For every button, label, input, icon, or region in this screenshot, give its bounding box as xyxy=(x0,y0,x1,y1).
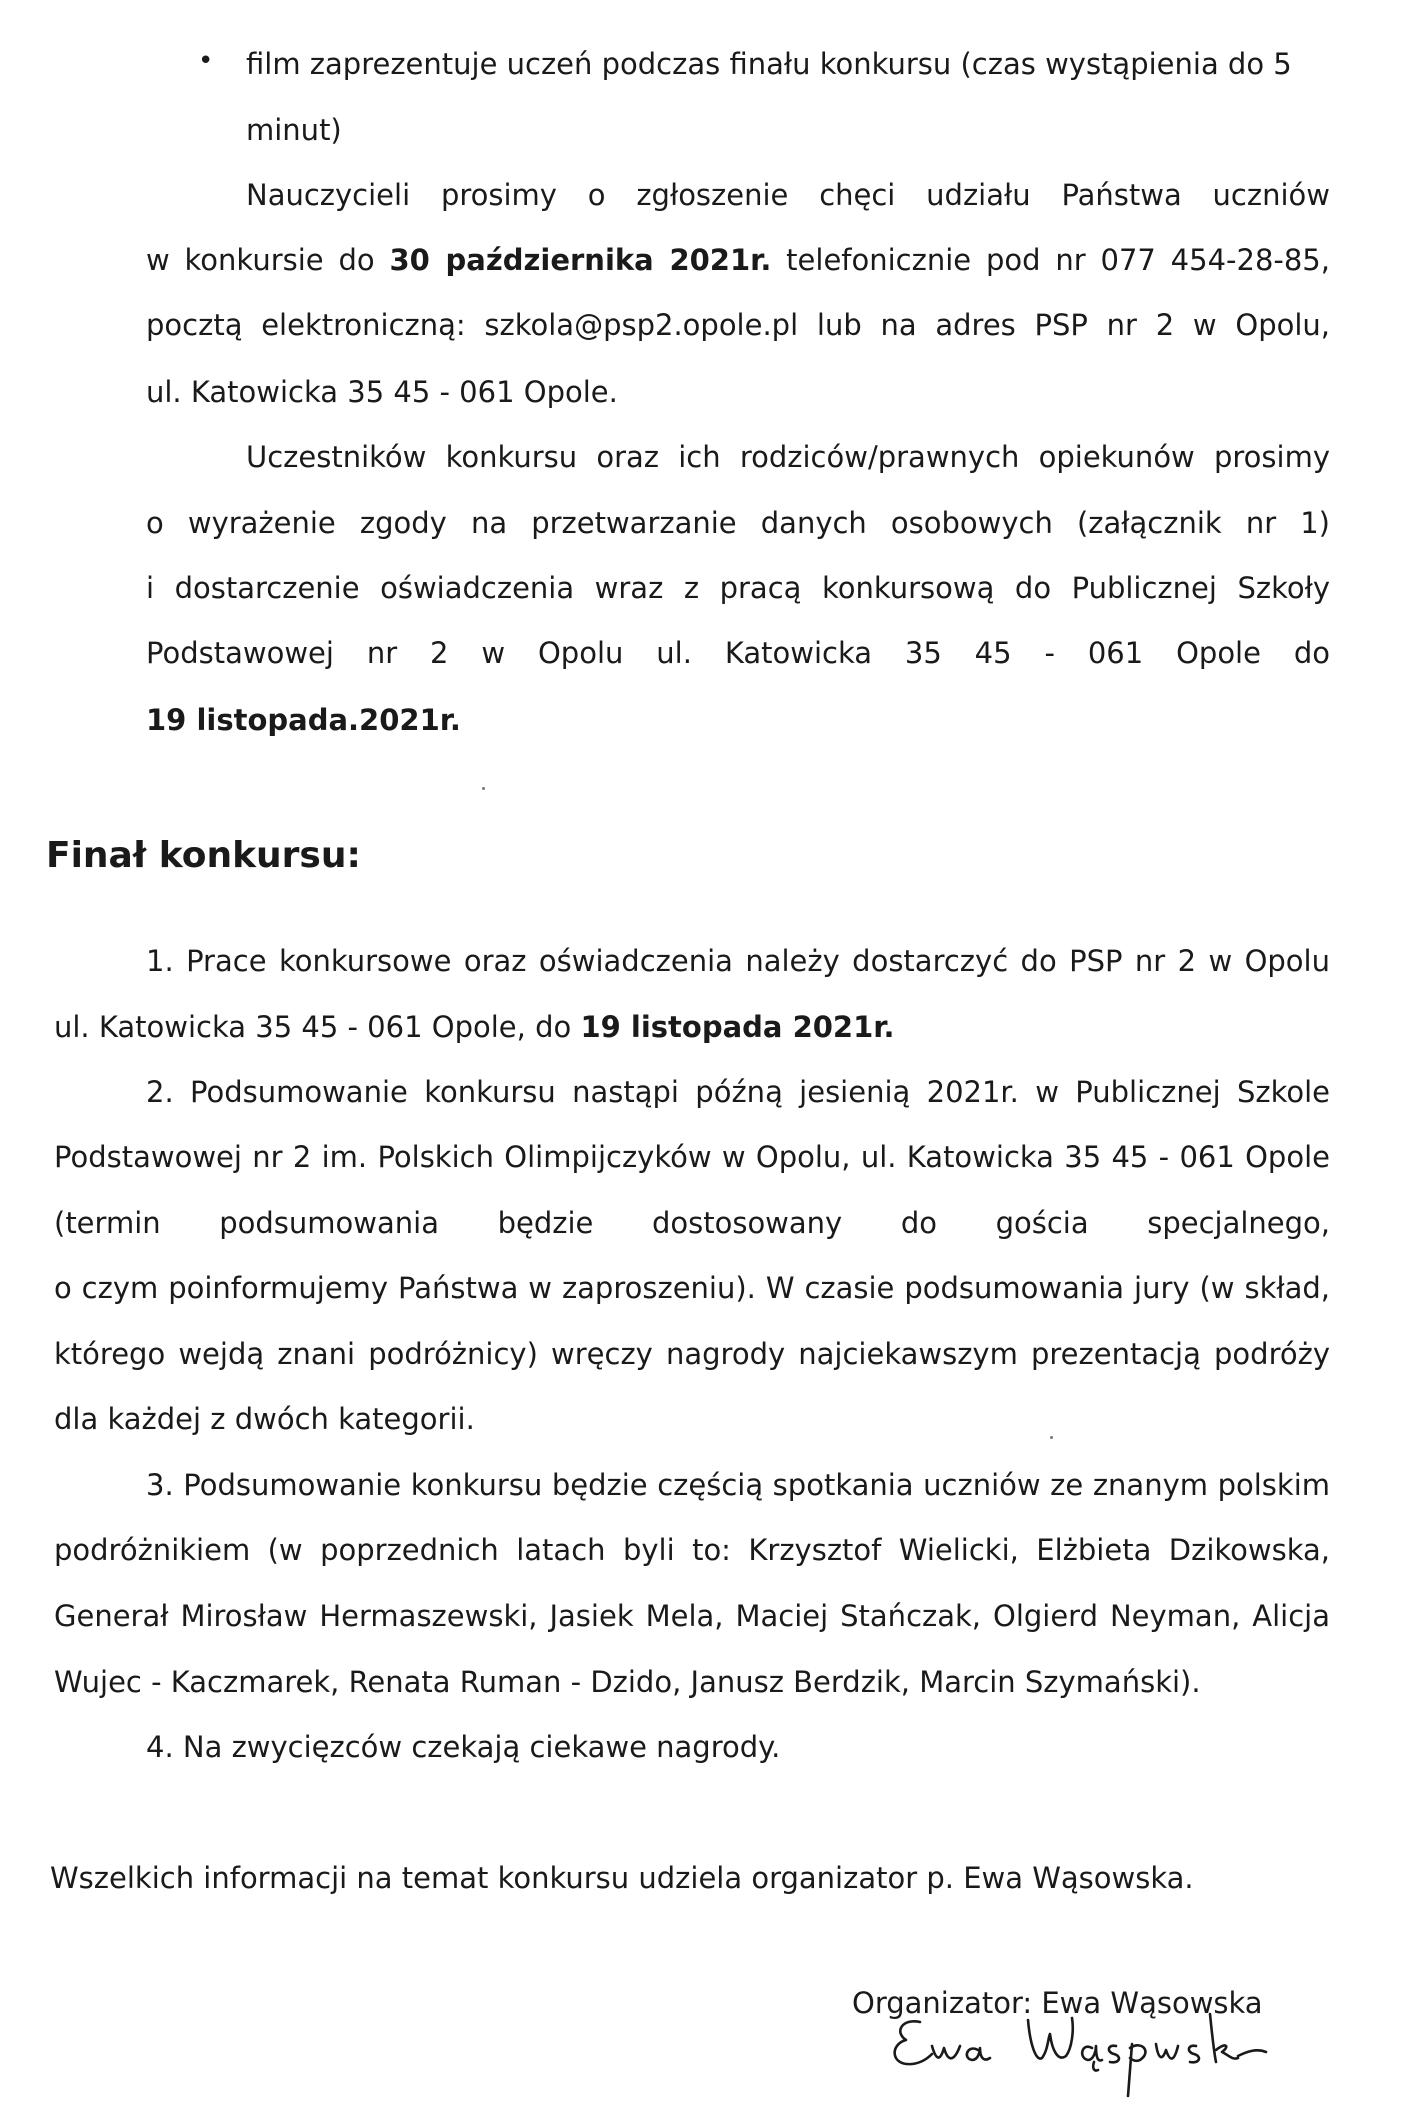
consent-line-2: o wyrażenie zgody na przetwarzanie danych osobowych (załącznik nr 1) xyxy=(146,506,1330,540)
consent-deadline: 19 listopada.2021r. xyxy=(146,703,461,737)
final-heading: Finał konkursu: xyxy=(46,835,361,876)
final-item-3-line-2: podróżnikiem (w poprzednich latach byli to: Krzysztof Wielicki, Elżbieta Dzikowska, xyxy=(54,1533,1330,1567)
consent-line-3: i dostarczenie oświadczenia wraz z pracą konkursową do Publicznej Szkoły xyxy=(146,571,1330,605)
final-deadline: 19 listopada 2021r. xyxy=(580,1010,895,1044)
bullet-icon: • xyxy=(198,46,214,76)
bullet-line-2: minut) xyxy=(246,113,342,147)
final-item-2-line-5: którego wejdą znani podróżnicy) wręczy nagrody najciekawszym prezentacją podróży xyxy=(54,1337,1330,1371)
final-item-2-line-2: Podstawowej nr 2 im. Polskich Olimpijczyków w Opolu, ul. Katowicka 35 45 - 061 Opole xyxy=(54,1140,1330,1174)
final-item-3-line-4: Wujec - Kaczmarek, Renata Ruman - Dzido, Janusz Berdzik, Marcin Szymański). xyxy=(54,1665,1201,1699)
final-item-2-line-3: (termin podsumowania będzie dostosowany do gościa specjalnego, xyxy=(54,1206,1330,1240)
info-line: Wszelkich informacji na temat konkursu udziela organizator p. Ewa Wąsowska. xyxy=(50,1861,1194,1895)
final-item-1-line-1: 1. Prace konkursowe oraz oświadczenia należy dostarczyć do PSP nr 2 w Opolu xyxy=(146,944,1330,978)
final-item-2-line-4: o czym poinformujemy Państwa w zaproszeniu). W czasie podsumowania jury (w skład, xyxy=(54,1271,1330,1305)
consent-line-4: Podstawowej nr 2 w Opolu ul. Katowicka 35 45 - 061 Opole do xyxy=(146,636,1330,670)
contact-line-4: ul. Katowicka 35 45 - 061 Opole. xyxy=(146,375,618,409)
contact-line-2: w konkursie do 30 października 2021r. telefonicznie pod nr 077 454-28-85, xyxy=(146,243,1330,277)
organizer-line: Organizator: Ewa Wąsowska xyxy=(852,1986,1263,2020)
scan-speck xyxy=(1050,1436,1053,1439)
final-item-2-line-1: 2. Podsumowanie konkursu nastąpi późną jesienią 2021r. w Publicznej Szkole xyxy=(146,1075,1330,1109)
bullet-line-1: film zaprezentuje uczeń podczas finału konkursu (czas wystąpienia do 5 xyxy=(246,47,1292,81)
contact-line-1: Nauczycieli prosimy o zgłoszenie chęci udziału Państwa uczniów xyxy=(246,178,1330,212)
consent-line-1: Uczestników konkursu oraz ich rodziców/prawnych opiekunów prosimy xyxy=(246,440,1330,474)
handwritten-signature xyxy=(880,2000,1280,2110)
final-item-4-line-1: 4. Na zwycięzców czekają ciekawe nagrody. xyxy=(146,1730,781,1764)
final-item-3-line-1: 3. Podsumowanie konkursu będzie częścią spotkania uczniów ze znanym polskim xyxy=(146,1468,1330,1502)
final-item-3-line-3: Generał Mirosław Hermaszewski, Jasiek Mela, Maciej Stańczak, Olgierd Neyman, Alicja xyxy=(54,1599,1330,1633)
final-item-1-line-2: ul. Katowicka 35 45 - 061 Opole, do 19 listopada 2021r. xyxy=(54,1010,895,1044)
consent-line-5 xyxy=(146,700,461,740)
contact-deadline: 30 października 2021r. xyxy=(389,243,772,277)
contact-line-3: pocztą elektroniczną: szkola@psp2.opole.pl lub na adres PSP nr 2 w Opolu, xyxy=(146,308,1330,342)
scan-speck xyxy=(482,787,485,790)
final-item-2-line-6: dla każdej z dwóch kategorii. xyxy=(54,1402,475,1436)
